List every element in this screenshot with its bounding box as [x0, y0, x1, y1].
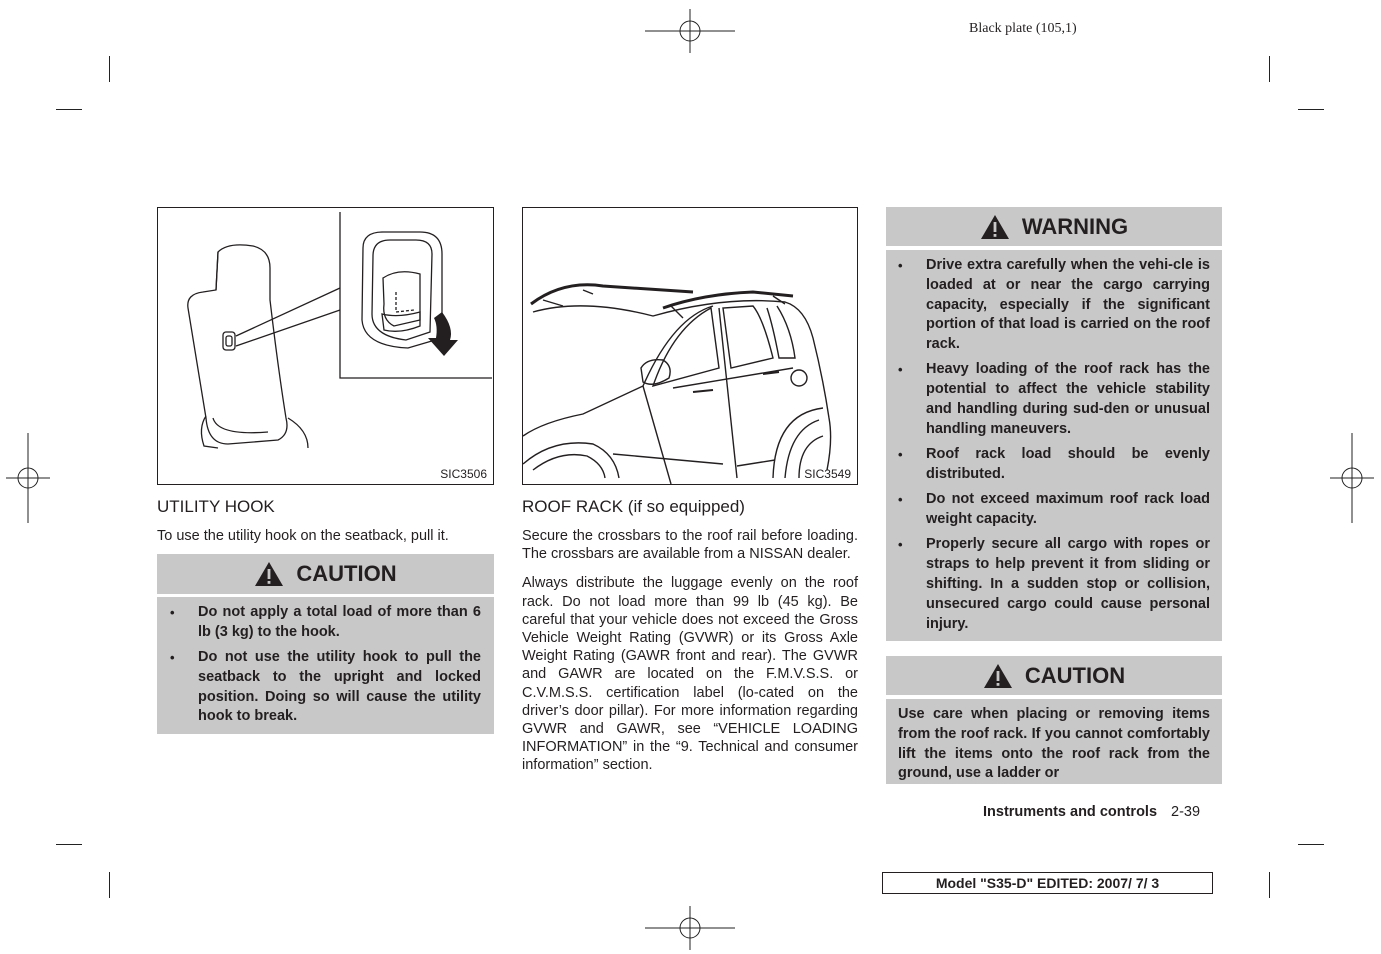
warning-title: WARNING: [1021, 213, 1129, 239]
registration-mark-icon: [645, 906, 735, 950]
warning-triangle-icon: [983, 663, 1013, 689]
registration-mark-icon: [6, 433, 50, 523]
caution-header: [886, 656, 1222, 695]
warning-item: • Properly secure all cargo with ropes or straps to help prevent it from sliding or shifting. In a sudden stop or collision, unsecured cargo could cause personal injury.: [898, 535, 1210, 634]
page-footer: [983, 804, 1200, 820]
caution-title: CAUTION: [296, 561, 397, 586]
warning-item: • Do not exceed maximum roof rack load weight capacity.: [898, 490, 1210, 530]
page-number: 2-39: [1171, 804, 1201, 820]
roof-rack-paragraph: Secure the crossbars to the roof rail before loading. The crossbars are available from a NISSAN dealer.: [522, 528, 858, 563]
warning-item: • Roof rack load should be evenly distributed.: [898, 445, 1210, 485]
caution-body: [157, 597, 494, 734]
warning-item: • Heavy loading of the roof rack has the potential to affect the vehicle stability and handling during sud-den or unusual handling maneuvers.: [898, 360, 1210, 439]
roof-rack-figure: [522, 207, 858, 485]
warning-item: • Drive extra carefully when the vehi-cle is loaded at or near the cargo carrying capacity, especially if the significant portion of that load is carried on the roof rack.: [898, 256, 1210, 355]
caution-text: Use care when placing or removing items from the roof rack. If you cannot comfortably lift the items onto the roof rack from the ground, use a ladder or: [898, 706, 1210, 782]
caution-item: • Do not apply a total load of more than 6 lb (3 kg) to the hook.: [170, 603, 481, 643]
caution-header: [157, 554, 494, 594]
roof-rack-heading: ROOF RACK (if so equipped): [522, 497, 745, 516]
roof-rack-body: [522, 527, 858, 775]
roof-rack-paragraph: Always distribute the luggage evenly on the roof rack. Do not load more than 99 lb (45 kg). Be careful that your vehicle does not exceed the Gross Vehicle Weight Rating (GVWR) or its Gross Axle Weight Rating (GAWR front and rear). The GVWR and GAWR are located on the F.M.V.S.S. or C.V.M.S.S. certification label (lo-cated on the driver’s door pillar). For more information regarding GVWR and GAWR, see “VEHICLE LOADING INFORMATION” in the “9. Technical and consumer information” section.: [522, 575, 858, 774]
caution-body: [886, 699, 1222, 784]
seat-illustration: [158, 208, 493, 484]
utility-hook-text: To use the utility hook on the seatback, pull it.: [157, 528, 449, 544]
figure-code: SIC3549: [804, 467, 851, 481]
car-illustration: [523, 208, 857, 484]
figure-code: SIC3506: [440, 467, 487, 481]
section-name: Instruments and controls: [983, 804, 1158, 820]
warning-triangle-icon: [980, 214, 1010, 240]
warning-body: [886, 250, 1222, 641]
registration-mark-icon: [645, 9, 735, 53]
utility-hook-figure: [157, 207, 494, 485]
warning-triangle-icon: [254, 561, 284, 587]
model-edit-label: Model "S35-D" EDITED: 2007/ 7/ 3: [882, 872, 1213, 894]
caution-item: • Do not use the utility hook to pull the seatback to the upright and locked position. Doing so will cause the utility hook to break.: [170, 648, 481, 727]
warning-header: [886, 207, 1222, 246]
caution-title: CAUTION: [1024, 662, 1126, 688]
plate-label: Black plate (105,1): [969, 21, 1077, 36]
registration-mark-icon: [1330, 433, 1374, 523]
utility-hook-heading: UTILITY HOOK: [157, 497, 275, 516]
